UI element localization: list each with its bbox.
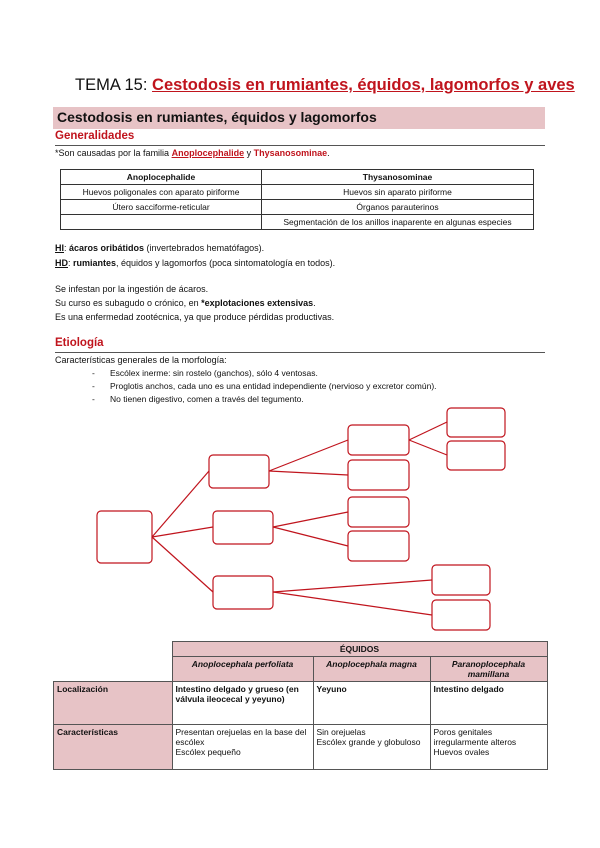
table-cell: Presentan orejuelas en la base del escólex Escólex pequeño bbox=[172, 725, 313, 770]
infestation-line: Se infestan por la ingestión de ácaros. bbox=[55, 284, 209, 294]
hd-bold: rumiantes bbox=[73, 258, 117, 268]
header-anoplocephalide: Anoplocephalide bbox=[61, 170, 262, 185]
table-cell: Huevos sin aparato piriforme bbox=[262, 185, 534, 200]
hi-bold: ácaros oribátidos bbox=[69, 243, 145, 253]
etiologia-heading: Etiología bbox=[55, 337, 104, 349]
table-cell: Sin orejuelas Escólex grande y globuloso bbox=[313, 725, 430, 770]
title-main: Cestodosis en rumiantes, équidos, lagomorfos y aves bbox=[152, 76, 575, 94]
bullet-text: Proglotis anchos, cada uno es una entidad independiente (nervioso y excretor común). bbox=[110, 381, 437, 391]
table-row bbox=[54, 725, 548, 770]
bullet-text: Escólex inerme: sin rostelo (ganchos), sólo 4 ventosas. bbox=[110, 368, 318, 378]
diagram-connector bbox=[152, 527, 213, 537]
table-cell: Yeyuno bbox=[313, 682, 430, 725]
diagram-level3-box bbox=[447, 408, 505, 437]
intro-prefix: *Son causadas por la familia bbox=[55, 148, 172, 158]
empty-cell bbox=[54, 657, 173, 682]
diagram-level3-box bbox=[432, 600, 490, 630]
diagram-connector bbox=[269, 471, 348, 475]
list-item: - No tienen digestivo, comen a través del tegumento. bbox=[92, 394, 304, 404]
equidos-caption-row bbox=[54, 642, 548, 657]
diagram-level1-box bbox=[213, 576, 273, 609]
hi-label: HI bbox=[55, 243, 64, 253]
diagram-level3-box bbox=[432, 565, 490, 595]
hd-label: HD bbox=[55, 258, 68, 268]
list-item: - Escólex inerme: sin rostelo (ganchos), sólo 4 ventosas. bbox=[92, 368, 318, 378]
section-title: Cestodosis en rumiantes, équidos y lagomorfos bbox=[57, 109, 377, 125]
list-item: - Proglotis anchos, cada uno es una entidad independiente (nervioso y excretor común). bbox=[92, 381, 437, 391]
diagram-connector bbox=[409, 422, 447, 440]
table-cell: Órganos parauterinos bbox=[262, 200, 534, 215]
etiologia-intro: Características generales de la morfología: bbox=[55, 355, 227, 365]
diagram-level2-box bbox=[348, 425, 409, 455]
species-header: Anoplocephala perfoliata bbox=[172, 657, 313, 682]
diagram-connector bbox=[273, 592, 432, 615]
table-cell: Útero sacciforme-reticular bbox=[61, 200, 262, 215]
bullet-text: No tienen digestivo, comen a través del tegumento. bbox=[110, 394, 304, 404]
generalidades-heading: Generalidades bbox=[55, 130, 135, 142]
equidos-species-row bbox=[54, 657, 548, 682]
empty-cell bbox=[54, 642, 173, 657]
diagram-level3-box bbox=[447, 441, 505, 470]
row-label: Localización bbox=[54, 682, 173, 725]
intro-and: y bbox=[244, 148, 254, 158]
diagram-level1-box bbox=[213, 511, 273, 544]
hd-line: HD: rumiantes, équidos y lagomorfos (poca sintomatología en todos). bbox=[55, 258, 336, 268]
hi-line: HI: ácaros oribátidos (invertebrados hematófagos). bbox=[55, 243, 265, 253]
table-cell: Intestino delgado bbox=[430, 682, 547, 725]
intro-end: . bbox=[327, 148, 330, 158]
diagram-level2-box bbox=[348, 497, 409, 527]
diagram-connector bbox=[152, 537, 213, 592]
diagram-connector bbox=[273, 512, 348, 527]
table-cell: Huevos poligonales con aparato piriforme bbox=[61, 185, 262, 200]
family-anoplocephalide: Anoplocephalide bbox=[171, 148, 245, 158]
header-thysanosominae: Thysanosominae bbox=[262, 170, 534, 185]
table-cell: Intestino delgado y grueso (en válvula ileocecal y yeyuno) bbox=[172, 682, 313, 725]
diagram-level2-box bbox=[348, 531, 409, 561]
table-row bbox=[54, 682, 548, 725]
equidos-caption: ÉQUIDOS bbox=[172, 642, 547, 657]
diagram-root-box bbox=[97, 511, 152, 563]
course-end: . bbox=[313, 298, 316, 308]
diagram-level1-box bbox=[209, 455, 269, 488]
disease-line: Es una enfermedad zootécnica, ya que produce pérdidas productivas. bbox=[55, 312, 335, 322]
diagram-connector bbox=[409, 440, 447, 455]
row-label: Características bbox=[54, 725, 173, 770]
table-cell: Poros genitales irregularmente alteros Huevos ovales bbox=[430, 725, 547, 770]
hi-rest: (invertebrados hematófagos). bbox=[144, 243, 265, 253]
equidos-table bbox=[53, 641, 548, 770]
course-bold: *explotaciones extensivas bbox=[201, 298, 314, 308]
diagram-level2-box bbox=[348, 460, 409, 490]
diagram-connector bbox=[269, 440, 348, 471]
diagram-connector bbox=[273, 527, 348, 546]
hd-rest: , équidos y lagomorfos (poca sintomatología en todos). bbox=[116, 258, 336, 268]
title-prefix: TEMA 15: bbox=[75, 76, 153, 94]
course-prefix: Su curso es subagudo o crónico, en bbox=[55, 298, 202, 308]
diagram-connector bbox=[152, 471, 209, 537]
species-header: Paranoplocephala mamillana bbox=[430, 657, 547, 682]
family-thysanosominae: Thysanosominae bbox=[253, 148, 328, 158]
diagram-connector bbox=[273, 580, 432, 592]
species-header: Anoplocephala magna bbox=[313, 657, 430, 682]
table-cell: Segmentación de los anillos inaparente en algunas especies bbox=[262, 215, 534, 230]
